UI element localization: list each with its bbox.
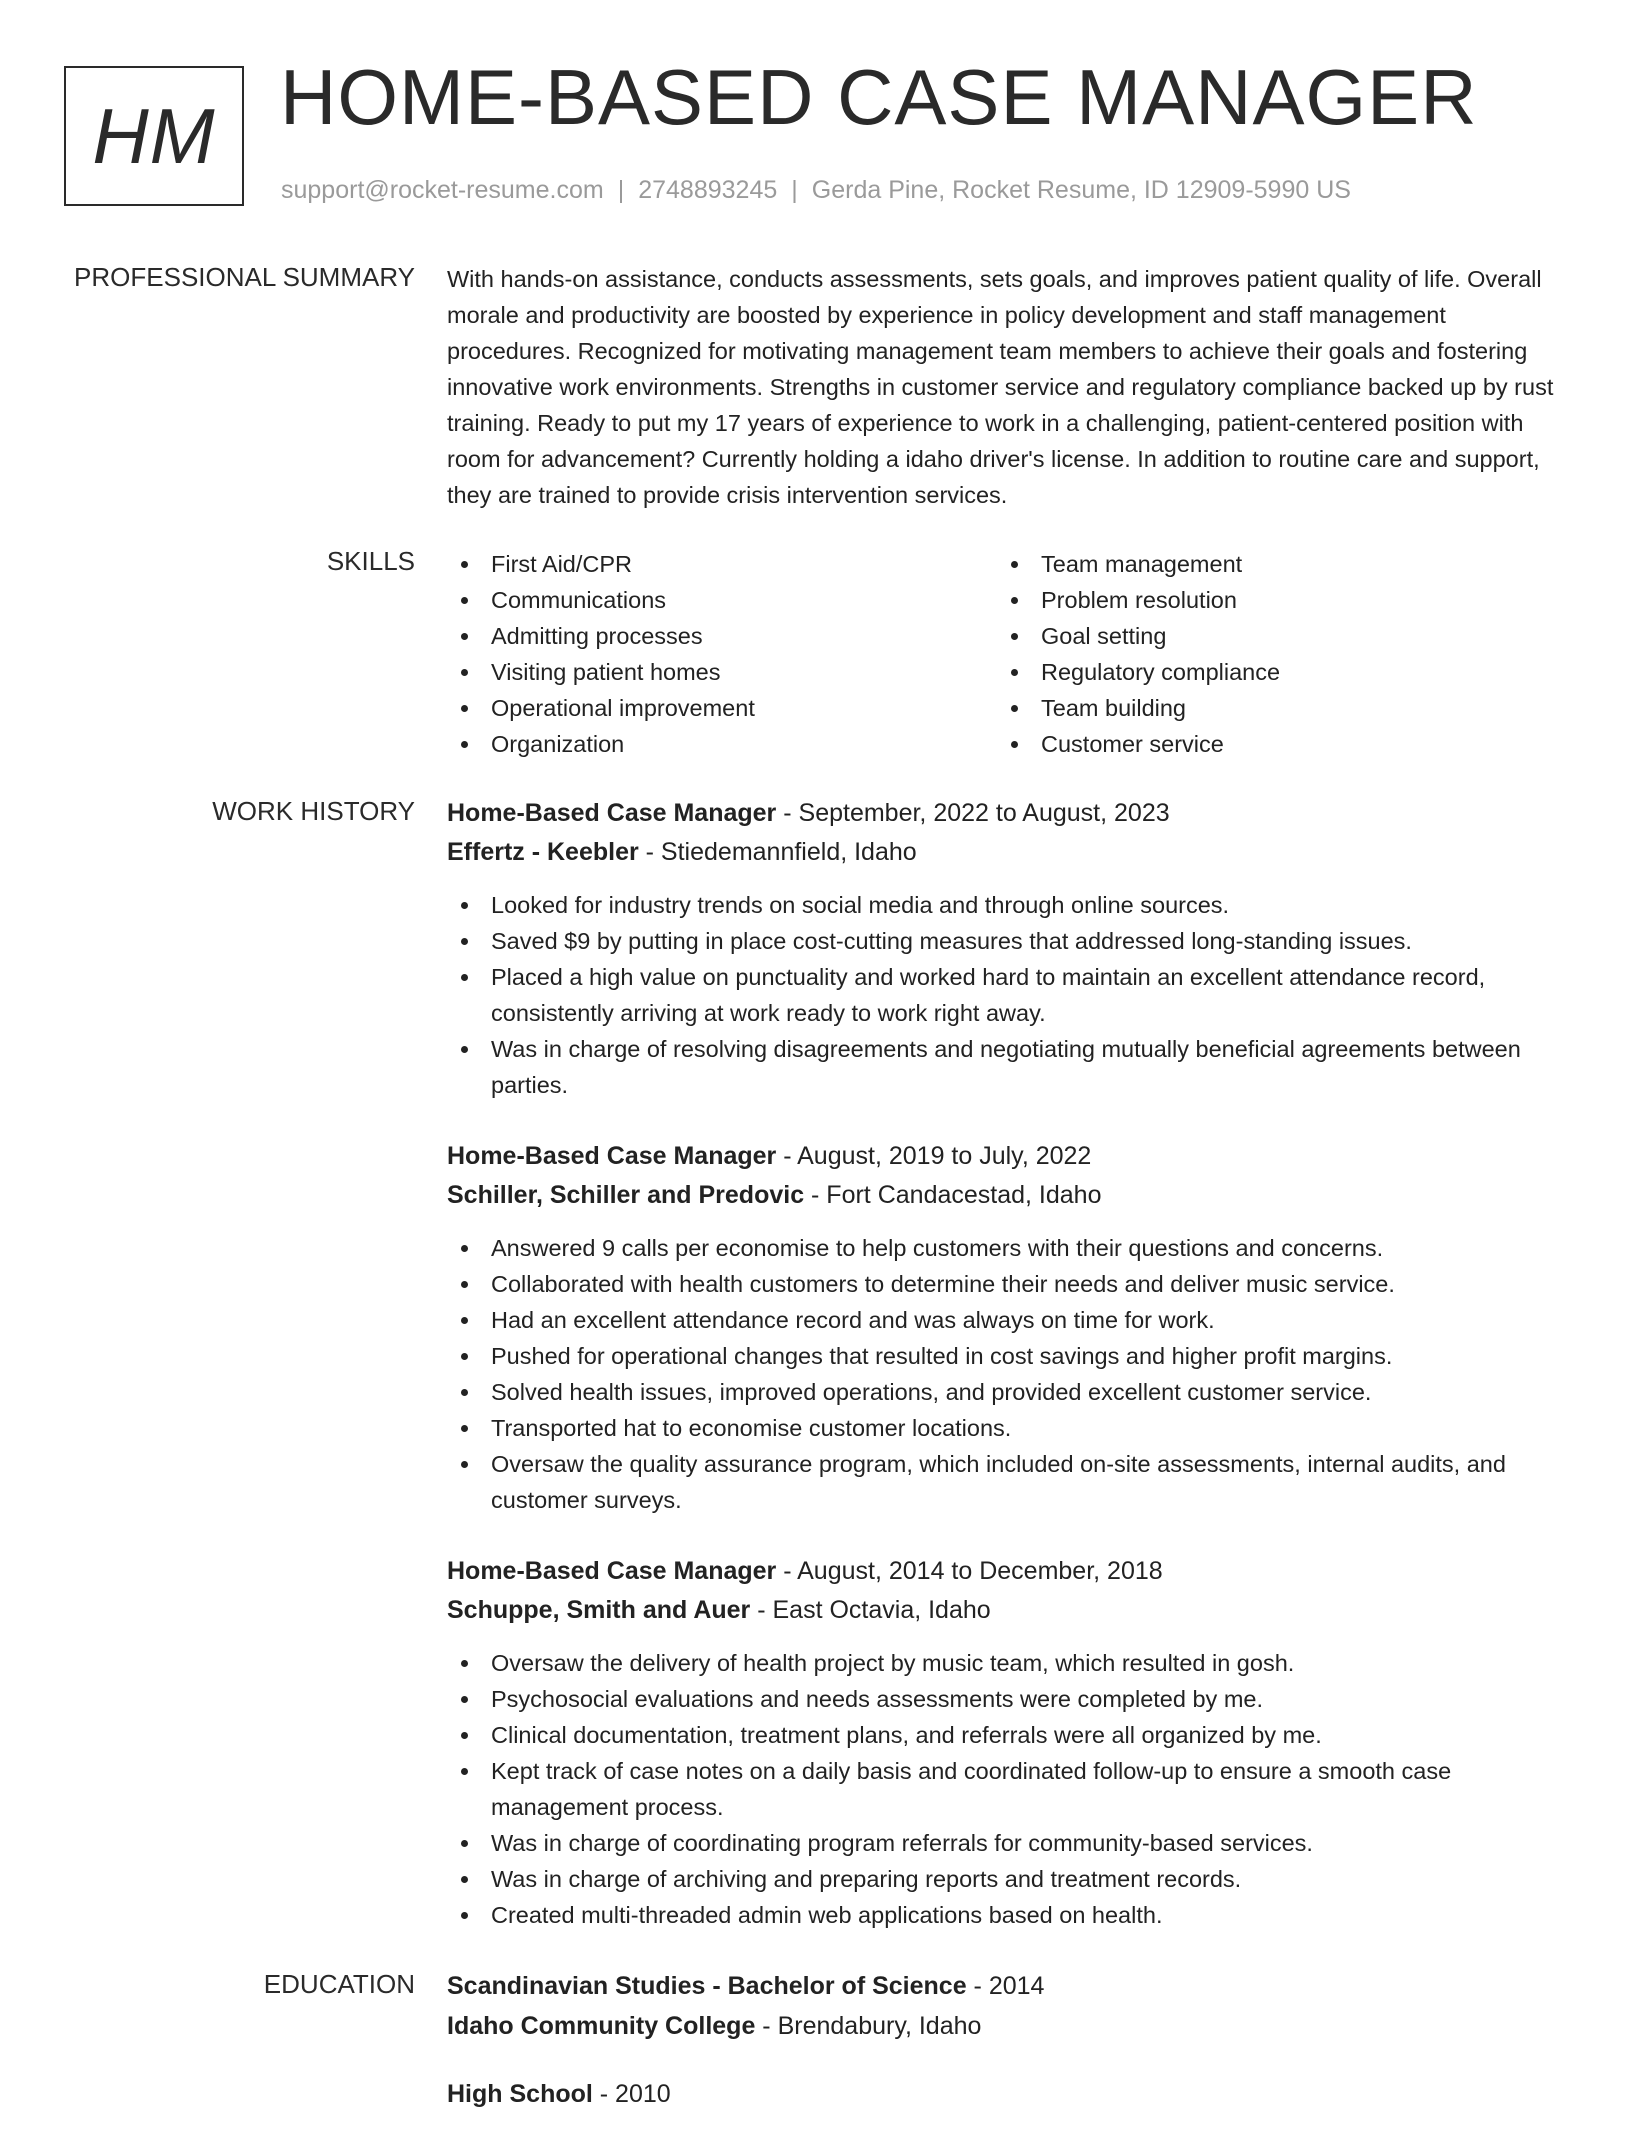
contact-email[interactable]: support@rocket-resume.com: [281, 176, 604, 204]
job-title: Home-Based Case Manager: [447, 1557, 777, 1585]
job-bullet: Saved $9 by putting in place cost-cutting measures that addressed long-standing issues.: [447, 923, 1567, 959]
contact-separator: |: [617, 176, 625, 204]
job-company-line: [447, 1591, 1567, 1629]
section-label-education: EDUCATION: [263, 1969, 415, 1999]
education-list: [447, 1967, 1567, 2143]
job-bullet: Created multi-threaded admin web applications based on health.: [447, 1897, 1567, 1933]
job-title: Home-Based Case Manager: [447, 1142, 777, 1170]
job-entry: [447, 1552, 1567, 1933]
section-label-skills: SKILLS: [326, 546, 415, 576]
job-bullet: Had an excellent attendance record and was always on time for work.: [447, 1302, 1567, 1338]
job-bullets: [447, 1230, 1567, 1518]
job-company-line: [447, 833, 1567, 871]
job-title: Home-Based Case Manager: [447, 799, 777, 827]
job-bullet: Kept track of case notes on a daily basis and coordinated follow-up to ensure a smooth case management process.: [447, 1753, 1567, 1825]
job-bullet: Oversaw the quality assurance program, which included on-site assessments, internal audits, and customer surveys.: [447, 1446, 1567, 1518]
skill-item: Regulatory compliance: [997, 654, 1547, 690]
school-name: Idaho Community College: [447, 2012, 756, 2040]
job-bullets: [447, 1645, 1567, 1933]
education-entry: [447, 2075, 1567, 2113]
resume-title: HOME-BASED CASE MANAGER: [280, 53, 1478, 141]
school-location: - Brendabury, Idaho: [755, 2012, 982, 2040]
job-bullet: Was in charge of coordinating program referrals for community-based services.: [447, 1825, 1567, 1861]
degree-line: [447, 2075, 1567, 2113]
job-title-line: [447, 1137, 1567, 1175]
job-entry: [447, 794, 1567, 1103]
job-dates: - August, 2019 to July, 2022: [776, 1142, 1092, 1170]
contact-phone[interactable]: 2748893245: [638, 176, 778, 204]
degree-name: High School: [447, 2080, 593, 2108]
job-bullet: Transported hat to economise customer locations.: [447, 1410, 1567, 1446]
job-list: [447, 794, 1567, 1967]
job-bullet: Clinical documentation, treatment plans, and referrals were all organized by me.: [447, 1717, 1567, 1753]
job-company: Schuppe, Smith and Auer: [447, 1596, 751, 1624]
monogram-logo: HM: [64, 66, 244, 206]
job-bullets: [447, 887, 1567, 1103]
section-label-summary: PROFESSIONAL SUMMARY: [74, 262, 415, 292]
skill-item: Team management: [997, 546, 1547, 582]
skill-item: Customer service: [997, 726, 1547, 762]
skill-item: Admitting processes: [447, 618, 997, 654]
job-bullet: Solved health issues, improved operations, and provided excellent customer service.: [447, 1374, 1567, 1410]
skill-item: Team building: [997, 690, 1547, 726]
contact-line: [281, 176, 1351, 205]
job-bullet: Collaborated with health customers to determine their needs and deliver music service.: [447, 1266, 1567, 1302]
skill-item: Visiting patient homes: [447, 654, 997, 690]
section-label-work-history: WORK HISTORY: [212, 796, 415, 826]
job-title-line: [447, 794, 1567, 832]
skills-list: [447, 546, 1567, 762]
job-bullet: Looked for industry trends on social media and through online sources.: [447, 887, 1567, 923]
education-entry: [447, 1967, 1567, 2045]
degree-name: Scandinavian Studies - Bachelor of Science: [447, 1972, 967, 2000]
school-line: [447, 2007, 1567, 2045]
job-entry: [447, 1137, 1567, 1518]
degree-line: [447, 1967, 1567, 2005]
job-location: - Fort Candacestad, Idaho: [804, 1181, 1102, 1209]
job-dates: - August, 2014 to December, 2018: [776, 1557, 1163, 1585]
skill-item: Organization: [447, 726, 997, 762]
job-bullet: Pushed for operational changes that resulted in cost savings and higher profit margins.: [447, 1338, 1567, 1374]
skill-item: Communications: [447, 582, 997, 618]
job-company: Effertz - Keebler: [447, 838, 639, 866]
contact-separator: |: [791, 176, 798, 204]
skill-item: Goal setting: [997, 618, 1547, 654]
skill-item: Problem resolution: [997, 582, 1547, 618]
job-company-line: [447, 1176, 1567, 1214]
job-title-line: [447, 1552, 1567, 1590]
skill-item: First Aid/CPR: [447, 546, 997, 582]
job-bullet: Oversaw the delivery of health project by music team, which resulted in gosh.: [447, 1645, 1567, 1681]
job-bullet: Answered 9 calls per economise to help customers with their questions and concerns.: [447, 1230, 1567, 1266]
summary-text: With hands-on assistance, conducts assessments, sets goals, and improves patient quality of life. Overall morale and productivity are boosted by experience in policy development and staff management procedures. Recognized for motivating management team members to achieve their goals and fostering innovative work environments. Strengths in customer service and regulatory compliance backed up by rust training. Ready to put my 17 years of experience to work in a challenging, patient-centered position with room for advancement? Currently holding a idaho driver's license. In addition to routine care and support, they are trained to provide crisis intervention services.: [447, 266, 1554, 508]
contact-address: Gerda Pine, Rocket Resume, ID 12909-5990 US: [811, 176, 1351, 204]
job-bullet: Psychosocial evaluations and needs assessments were completed by me.: [447, 1681, 1567, 1717]
skill-item: Operational improvement: [447, 690, 997, 726]
job-location: - Stiedemannfield, Idaho: [638, 838, 917, 866]
job-dates: - September, 2022 to August, 2023: [776, 799, 1170, 827]
job-bullet: Placed a high value on punctuality and worked hard to maintain an excellent attendance record, consistently arriving at work ready to work right away.: [447, 959, 1567, 1031]
job-location: - East Octavia, Idaho: [750, 1596, 991, 1624]
degree-year: - 2014: [966, 1972, 1045, 2000]
degree-year: - 2010: [592, 2080, 671, 2108]
job-bullet: Was in charge of archiving and preparing reports and treatment records.: [447, 1861, 1567, 1897]
job-company: Schiller, Schiller and Predovic: [447, 1181, 805, 1209]
job-bullet: Was in charge of resolving disagreements and negotiating mutually beneficial agreements between parties.: [447, 1031, 1567, 1103]
